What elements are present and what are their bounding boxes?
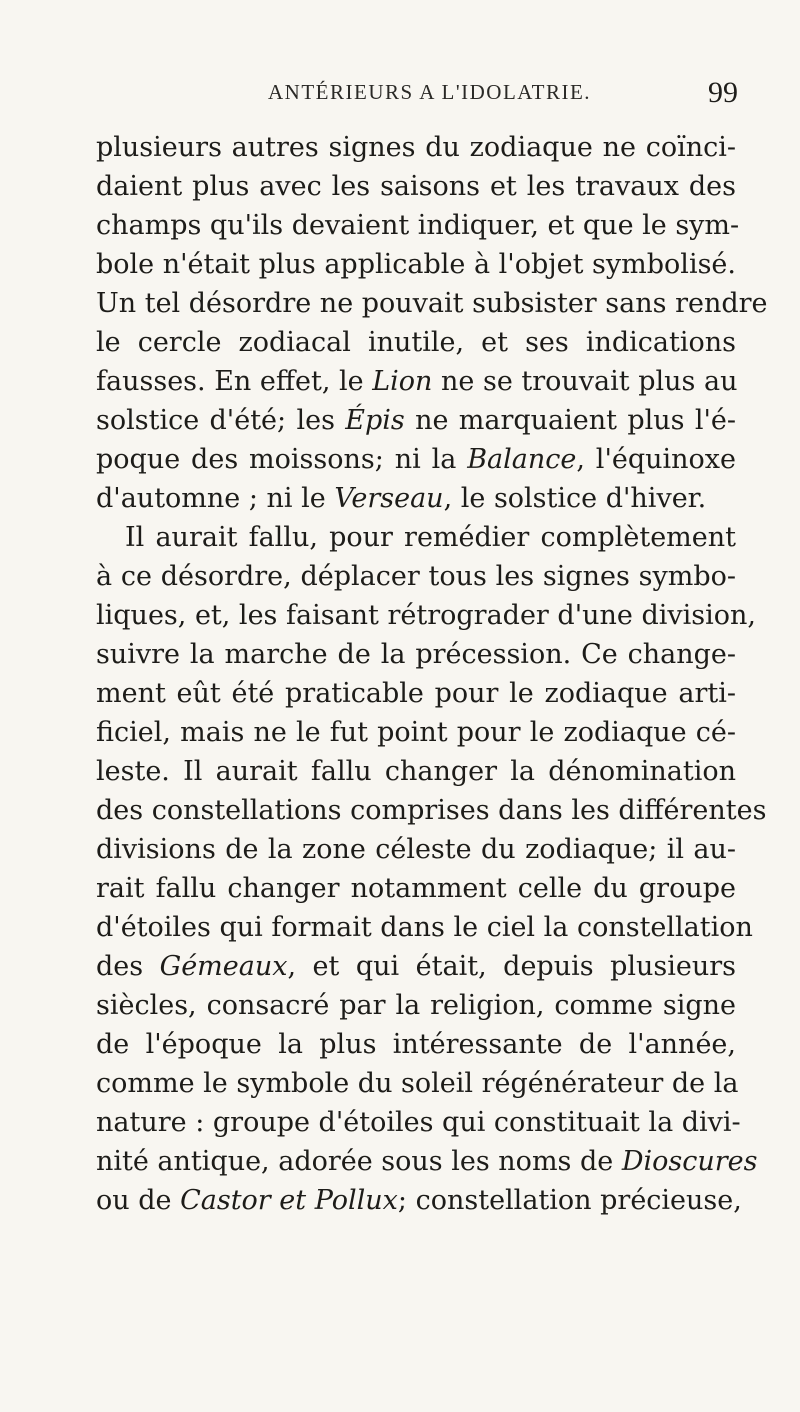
text-run: fausses. En effet, le xyxy=(96,366,373,397)
text-run: ne se trouvait plus au xyxy=(432,366,738,397)
text-run: , le solstice d'hiver. xyxy=(443,483,707,514)
text-line: ment eût été praticable pour le zodiaque arti- xyxy=(96,678,736,709)
page-number: 99 xyxy=(708,76,738,109)
italic-term: Castor et Pollux xyxy=(180,1185,398,1216)
text-line: à ce désordre, déplacer tous les signes symbo- xyxy=(96,561,736,592)
text-line: ficiel, mais ne le fut point pour le zodiaque cé- xyxy=(96,717,736,748)
text-line xyxy=(96,364,736,400)
text-line xyxy=(96,949,736,985)
text-run: , l'équinoxe xyxy=(576,444,736,475)
italic-term: Épis xyxy=(345,405,405,436)
text-run: des xyxy=(96,951,160,982)
text-line: champs qu'ils devaient indiquer, et que le sym- xyxy=(96,210,740,241)
text-line xyxy=(96,481,736,517)
text-line: de l'époque la plus intéressante de l'année, xyxy=(96,1029,736,1060)
italic-term: Gémeaux xyxy=(159,951,288,982)
text-line: siècles, consacré par la religion, comme signe xyxy=(96,990,736,1021)
text-line: le cercle zodiacal inutile, et ses indications xyxy=(96,327,736,358)
text-run: d'automne ; ni le xyxy=(96,483,335,514)
text-run: ou de xyxy=(96,1185,181,1216)
text-line: liques, et, les faisant rétrograder d'une division, xyxy=(96,600,756,631)
text-line: rait fallu changer notamment celle du groupe xyxy=(96,873,736,904)
text-run: ; constellation précieuse, xyxy=(397,1185,742,1216)
text-line: d'étoiles qui formait dans le ciel la constellation xyxy=(96,912,753,943)
text-line xyxy=(96,403,736,439)
text-line: suivre la marche de la précession. Ce change- xyxy=(96,639,736,670)
text-run: , et qui était, depuis plusieurs xyxy=(287,951,737,982)
text-line: nature : groupe d'étoiles qui constituait la divi- xyxy=(96,1107,741,1138)
text-line: leste. Il aurait fallu changer la dénomination xyxy=(96,756,736,787)
text-line xyxy=(96,1144,758,1180)
text-line: plusieurs autres signes du zodiaque ne coïnci- xyxy=(96,132,736,163)
text-line xyxy=(96,442,736,478)
italic-term: Verseau xyxy=(334,483,444,514)
running-title: ANTÉRIEURS A L'IDOLATRIE. xyxy=(268,80,592,104)
italic-term: Balance xyxy=(467,444,577,475)
text-line: Un tel désordre ne pouvait subsister sans rendre xyxy=(96,288,768,319)
text-line: Il aurait fallu, pour remédier complètement xyxy=(125,522,736,553)
text-run: solstice d'été; les xyxy=(96,405,346,436)
text-line xyxy=(96,1183,742,1219)
text-line: divisions de la zone céleste du zodiaque; il au- xyxy=(96,834,736,865)
text-line: des constellations comprises dans les différentes xyxy=(96,795,767,826)
text-run: nité antique, adorée sous les noms de xyxy=(96,1146,622,1177)
text-line: daient plus avec les saisons et les travaux des xyxy=(96,171,736,202)
italic-term: Lion xyxy=(372,366,433,397)
italic-term: Dioscures xyxy=(621,1146,758,1177)
text-run: ne marquaient plus l'é- xyxy=(404,405,736,436)
text-line: bole n'était plus applicable à l'objet symbolisé. xyxy=(96,249,736,280)
text-line: comme le symbole du soleil régénérateur de la xyxy=(96,1068,739,1099)
text-run: poque des moissons; ni la xyxy=(96,444,468,475)
